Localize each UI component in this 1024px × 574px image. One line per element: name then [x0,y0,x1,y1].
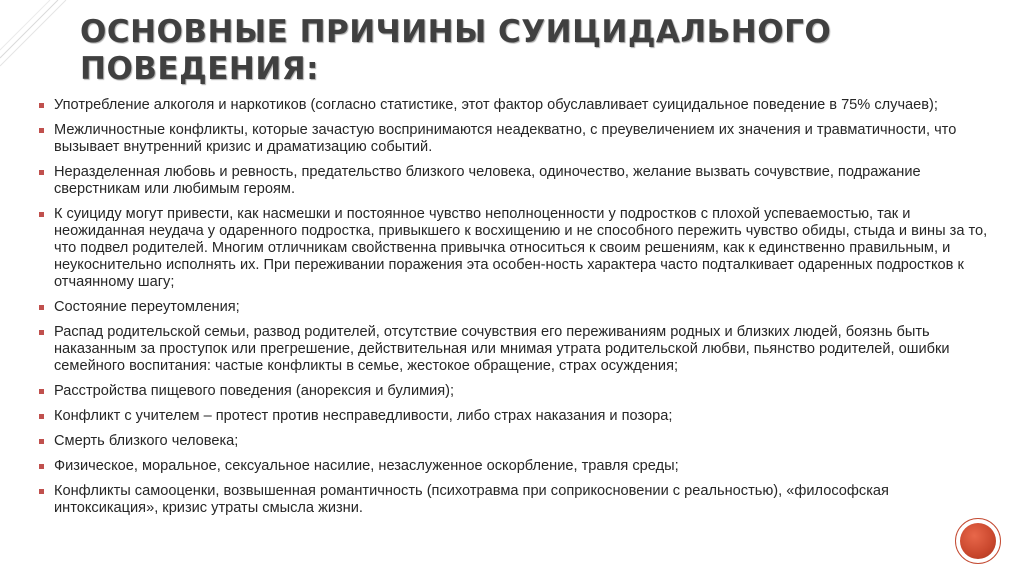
bullet-item: Употребление алкоголя и наркотиков (согласно статистике, этот фактор обуславливает суицидальное поведение в 75% случаев); [38,97,996,114]
next-slide-button[interactable] [955,518,1001,564]
bullet-item: Состояние переутомления; [38,299,996,316]
bullet-item: Смерть близкого человека; [38,433,996,450]
bullet-item: Неразделенная любовь и ревность, предательство близкого человека, одиночество, желание вызвать сочувствие, подражание сверстникам или любимым героям. [38,164,996,198]
bullet-item: Расстройства пищевого поведения (анорексия и булимия); [38,383,996,400]
bullet-item: Распад родительской семьи, развод родителей, отсутствие сочувствия его переживаниям родных и близких людей, боязнь быть наказанным за проступок или прегрешение, действительная или мнимая утрата родительской любви, пьянство родителей, ошибки семейного воспитания: частые конфликты в семье, жестокое обращение, страх осуждения; [38,324,996,375]
corner-diagonal-lines-icon [0,0,70,70]
bullet-list [38,97,996,525]
bullet-item: Конфликт с учителем – протест против несправедливости, либо страх наказания и позора; [38,408,996,425]
slide-title: ОСНОВНЫЕ ПРИЧИНЫ СУИЦИДАЛЬНОГО ПОВЕДЕНИЯ: [80,14,832,87]
bullet-item: Физическое, моральное, сексуальное насилие, незаслуженное оскорбление, травля среды; [38,458,996,475]
bullet-item: Межличностные конфликты, которые зачастую воспринимаются неадекватно, с преувеличением их значения и травматичности, что вызывает внутренний кризис и драматизацию событий. [38,122,996,156]
next-slide-circle-icon [960,523,996,559]
bullet-item: К суициду могут привести, как насмешки и постоянное чувство неполноценности у подростков с плохой успеваемостью, так и неожиданная неудача у одаренного подростка, привыкшего к восхищению и не способного пережить чувство обиды, стыда и вины за то, что подвел родителей. Многим отличникам свойственна привычка относиться к своим решениям, как к единственно правильным, и неукоснительно исполнять их. При переживании поражения эта особен-ность характера часто подталкивает одаренных подростков к отчаянному шагу; [38,206,996,291]
bullet-item: Конфликты самооценки, возвышенная романтичность (психотравма при соприкосновении с реальностью), «философская интоксикация», кризис утраты смысла жизни. [38,483,996,517]
